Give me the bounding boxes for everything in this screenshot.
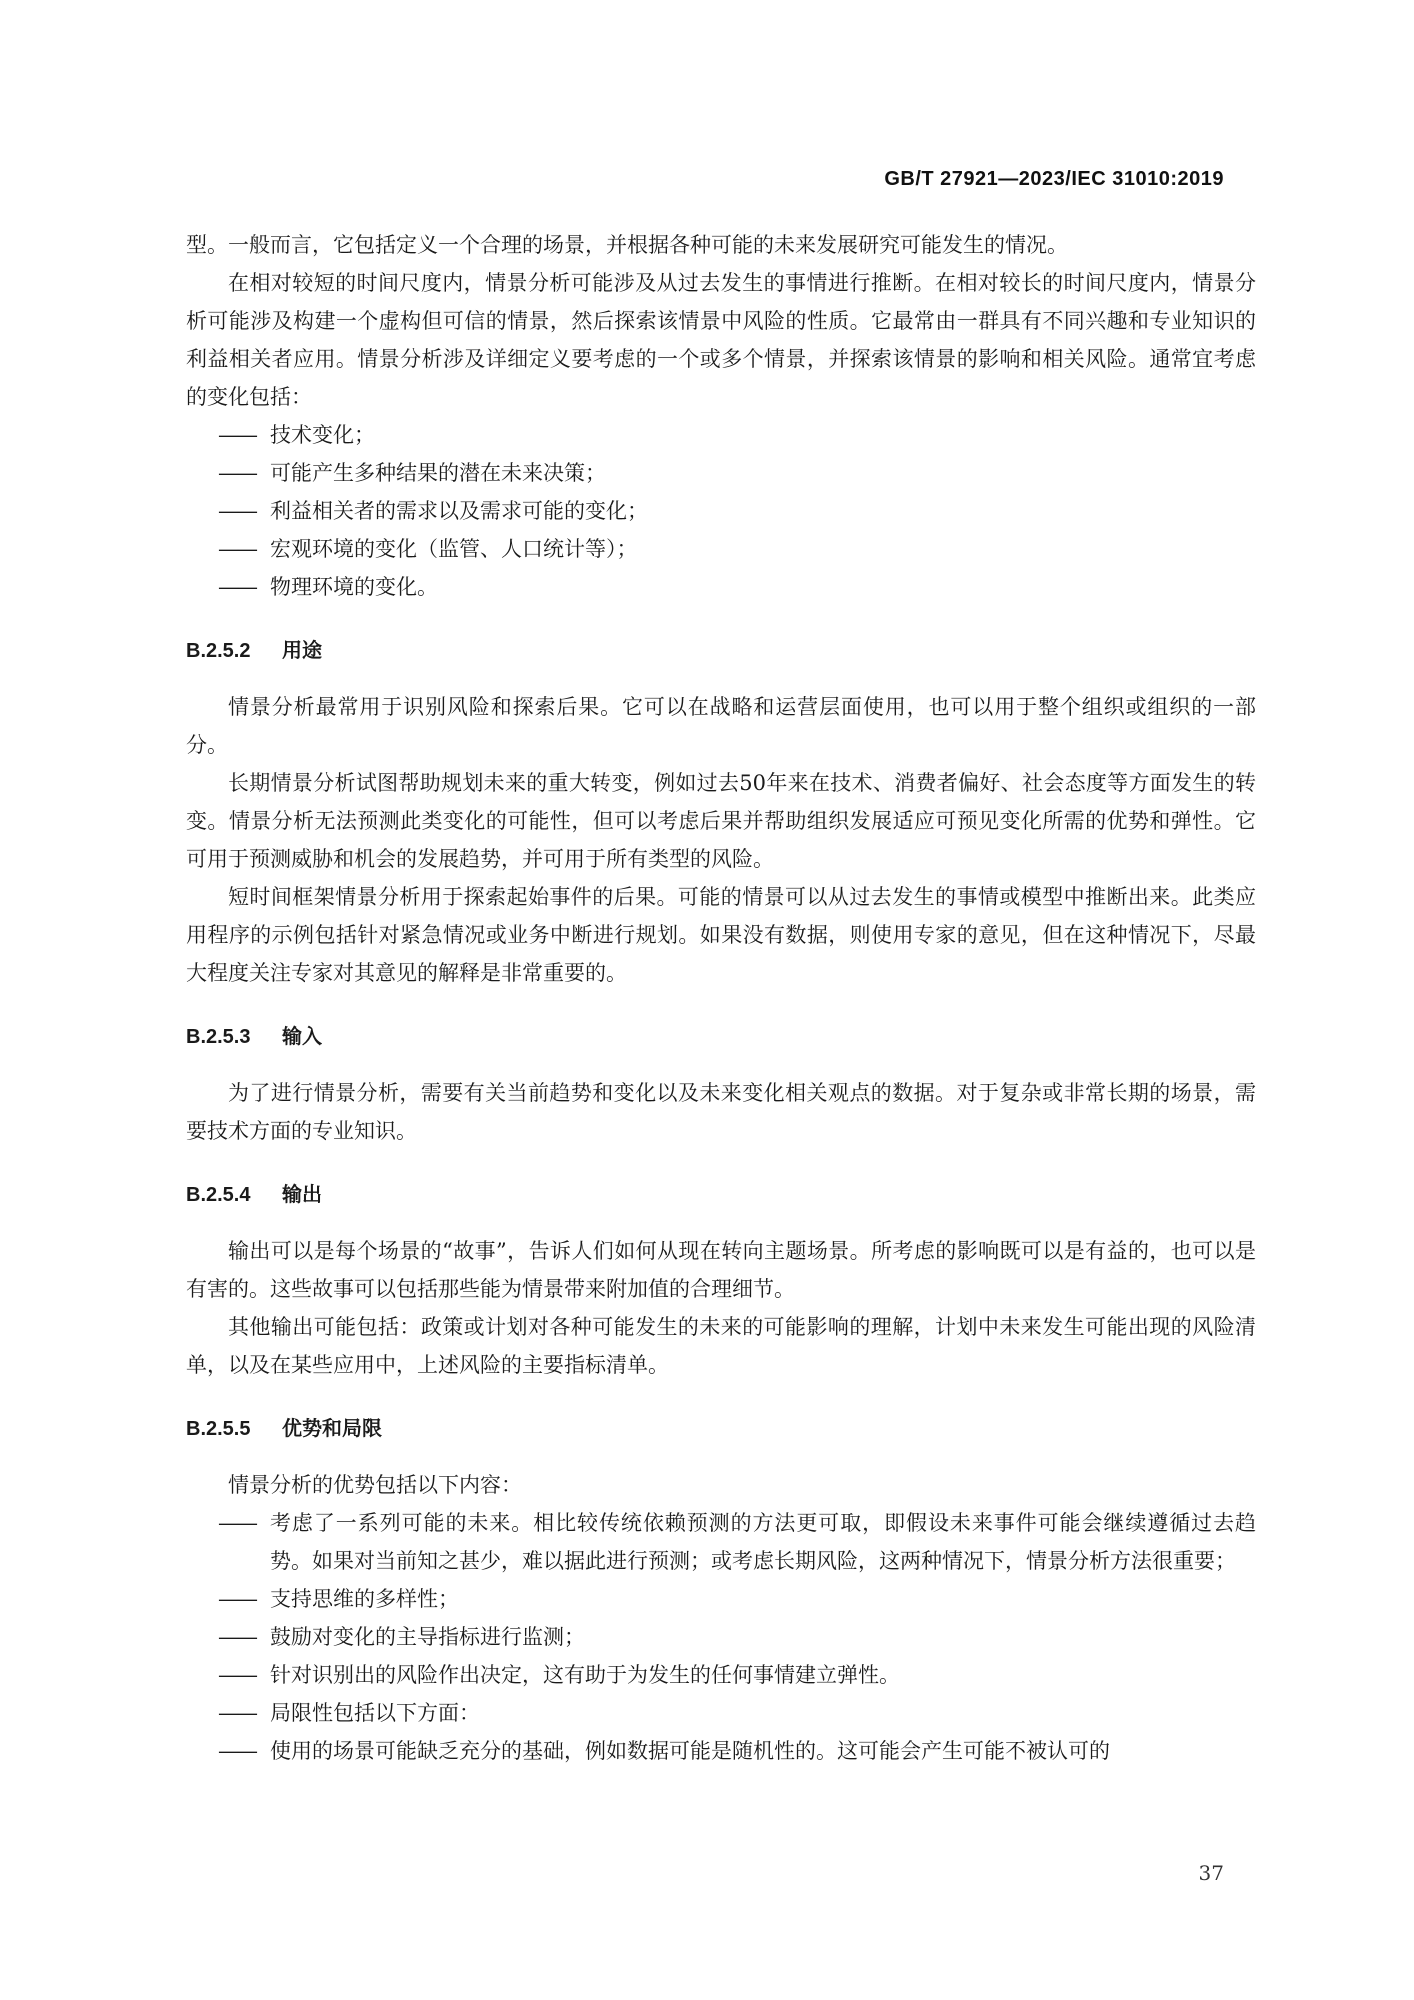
list-dash: ——: [218, 1511, 256, 1535]
list-dash: ——: [218, 1663, 256, 1687]
list-dash: ——: [218, 1625, 256, 1649]
section-b252-paragraph-3: 短时间框架情景分析用于探索起始事件的后果。可能的情景可以从过去发生的事情或模型中推断出来。此类应用程序的示例包括针对紧急情况或业务中断进行规划。如果没有数据，则使用专家的意见，但在这种情况下，尽最大程度关注专家对其意见的解释是非常重要的。: [186, 885, 1256, 985]
list-item: [186, 1732, 1256, 1770]
section-heading-b254: [186, 1176, 1256, 1214]
list-item-text: 鼓励对变化的主导指标进行监测；: [270, 1625, 585, 1649]
list-dash: ——: [218, 1587, 256, 1611]
list-dash: ——: [218, 537, 256, 561]
intro-paragraph-1: 型。一般而言，它包括定义一个合理的场景，并根据各种可能的未来发展研究可能发生的情况。: [186, 233, 1068, 257]
list-dash: ——: [218, 423, 256, 447]
section-b255-paragraph-1: 情景分析的优势包括以下内容：: [228, 1473, 522, 1497]
section-title: 输出: [282, 1184, 322, 1206]
list-item: [186, 416, 1256, 454]
list-item-text: 局限性包括以下方面：: [270, 1701, 480, 1725]
list-item: [186, 1504, 1256, 1580]
section-number: B.2.5.4: [186, 1184, 251, 1206]
section-number: B.2.5.3: [186, 1026, 251, 1048]
section-b252-paragraph-1: 情景分析最常用于识别风险和探索后果。它可以在战略和运营层面使用，也可以用于整个组织或组织的一部分。: [186, 695, 1256, 757]
section-title: 优势和局限: [282, 1418, 382, 1440]
intro-paragraph-2: 在相对较短的时间尺度内，情景分析可能涉及从过去发生的事情进行推断。在相对较长的时间尺度内，情景分析可能涉及构建一个虚构但可信的情景，然后探索该情景中风险的性质。它最常由一群具有不同兴趣和专业知识的利益相关者应用。情景分析涉及详细定义要考虑的一个或多个情景，并探索该情景的影响和相关风险。通常宜考虑的变化包括：: [186, 271, 1256, 409]
section-number: B.2.5.2: [186, 640, 251, 662]
list-item-text: 物理环境的变化。: [270, 575, 438, 599]
list-item-text: 使用的场景可能缺乏充分的基础，例如数据可能是随机性的。这可能会产生可能不被认可的: [270, 1739, 1110, 1763]
section-b254-paragraph-2: 其他输出可能包括：政策或计划对各种可能发生的未来的可能影响的理解，计划中未来发生可能出现的风险清单，以及在某些应用中，上述风险的主要指标清单。: [186, 1315, 1256, 1377]
list-item-text: 宏观环境的变化（监管、人口统计等）；: [270, 537, 638, 561]
list-item: [186, 568, 1256, 606]
section-b253-paragraph-1: 为了进行情景分析，需要有关当前趋势和变化以及未来变化相关观点的数据。对于复杂或非常长期的场景，需要技术方面的专业知识。: [186, 1081, 1256, 1143]
list-item: [186, 1656, 1256, 1694]
list-item-text: 利益相关者的需求以及需求可能的变化；: [270, 499, 648, 523]
list-dash: ——: [218, 575, 256, 599]
list-item: [186, 492, 1256, 530]
list-item-text: 考虑了一系列可能的未来。相比较传统依赖预测的方法更可取，即假设未来事件可能会继续遵循过去趋势。如果对当前知之甚少，难以据此进行预测；或考虑长期风险，这两种情况下，情景分析方法很重要；: [270, 1511, 1256, 1573]
list-item: [186, 1580, 1256, 1618]
list-item-text: 技术变化；: [270, 423, 375, 447]
section-heading-b255: [186, 1410, 1256, 1448]
list-item-text: 支持思维的多样性；: [270, 1587, 459, 1611]
page-content: [186, 226, 1256, 1770]
standard-number-header: GB/T 27921—2023/IEC 31010:2019: [884, 168, 1224, 190]
list-item-text: 可能产生多种结果的潜在未来决策；: [270, 461, 606, 485]
list-item: [186, 530, 1256, 568]
list-dash: ——: [218, 461, 256, 485]
section-title: 用途: [282, 640, 322, 662]
list-item: [186, 1694, 1256, 1732]
list-item: [186, 1618, 1256, 1656]
section-b254-paragraph-1: 输出可以是每个场景的“故事”，告诉人们如何从现在转向主题场景。所考虑的影响既可以是有益的，也可以是有害的。这些故事可以包括那些能为情景带来附加值的合理细节。: [186, 1239, 1256, 1301]
list-dash: ——: [218, 1739, 256, 1763]
section-heading-b252: [186, 632, 1256, 670]
list-item: [186, 454, 1256, 492]
list-dash: ——: [218, 1701, 256, 1725]
section-b252-paragraph-2: 长期情景分析试图帮助规划未来的重大转变，例如过去50年来在技术、消费者偏好、社会态度等方面发生的转变。情景分析无法预测此类变化的可能性，但可以考虑后果并帮助组织发展适应可预见变化所需的优势和弹性。它可用于预测威胁和机会的发展趋势，并可用于所有类型的风险。: [186, 771, 1256, 871]
section-title: 输入: [282, 1026, 322, 1048]
page-number: 37: [1198, 1861, 1224, 1885]
list-dash: ——: [218, 499, 256, 523]
section-number: B.2.5.5: [186, 1418, 251, 1440]
list-item-text: 针对识别出的风险作出决定，这有助于为发生的任何事情建立弹性。: [270, 1663, 900, 1687]
section-heading-b253: [186, 1018, 1256, 1056]
